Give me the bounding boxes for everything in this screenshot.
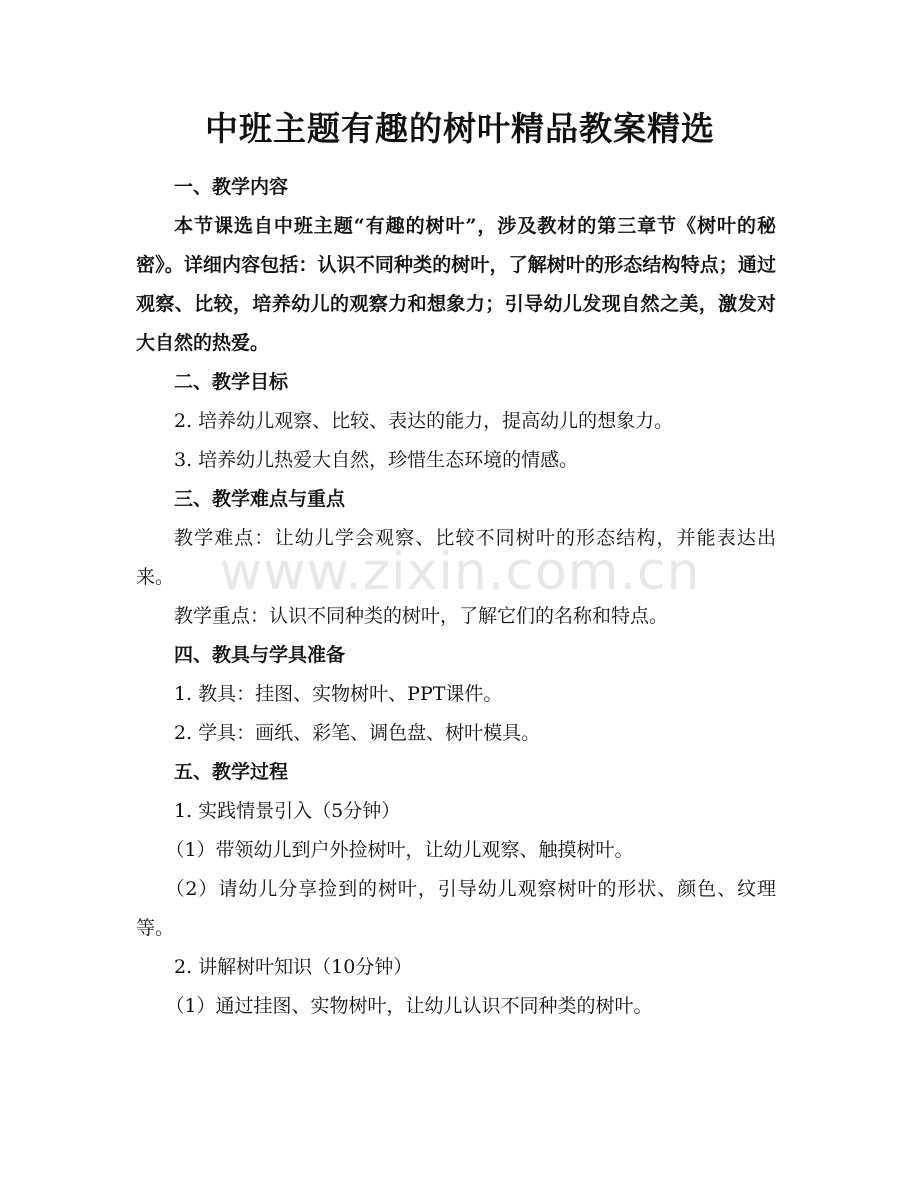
content-paragraph: 本节课选自中班主题“有趣的树叶”，涉及教材的第三章节《树叶的秘密》。详细内容包括：认识不同种类的树叶，了解树叶的形态结构特点；通过观察、比较，培养幼儿的观察力和想象力；引导幼儿发现自然之美，激发对大自然的热爱。 — [136, 215, 776, 354]
key-point-paragraph: 教学重点：认识不同种类的树叶，了解它们的名称和特点。 — [174, 605, 669, 627]
document-title: 中班主题有趣的树叶精品教案精选 — [205, 109, 715, 148]
section-heading-process: 五、教学过程 — [174, 761, 289, 783]
process-step: 2. 讲解树叶知识（10分钟） — [174, 956, 413, 978]
watermark: www.zixin.com.cn — [219, 542, 701, 602]
process-step: 1. 实践情景引入（5分钟） — [174, 800, 401, 822]
section-heading-materials: 四、教具与学具准备 — [174, 644, 346, 666]
document-body — [136, 168, 776, 1026]
section-heading-content: 一、教学内容 — [174, 176, 289, 198]
materials-item: 2. 学具：画纸、彩笔、调色盘、树叶模具。 — [174, 722, 541, 744]
section-heading-goals: 二、教学目标 — [174, 371, 289, 393]
section-heading-difficulty: 三、教学难点与重点 — [174, 488, 346, 510]
goal-item: 3. 培养幼儿热爱大自然，珍惜生态环境的情感。 — [174, 449, 579, 471]
process-substep: （2）请幼儿分享捡到的树叶，引导幼儿观察树叶的形状、颜色、纹理等。 — [136, 878, 776, 939]
difficulty-paragraph: 教学难点：让幼儿学会观察、比较不同树叶的形态结构，并能表达出来。 — [136, 527, 776, 588]
materials-item: 1. 教具：挂图、实物树叶、PPT课件。 — [174, 683, 503, 705]
goal-item: 2. 培养幼儿观察、比较、表达的能力，提高幼儿的想象力。 — [174, 410, 674, 432]
process-substep: （1）通过挂图、实物树叶，让幼儿认识不同种类的树叶。 — [165, 995, 653, 1017]
process-substep: （1）带领幼儿到户外捡树叶，让幼儿观察、触摸树叶。 — [165, 839, 634, 861]
